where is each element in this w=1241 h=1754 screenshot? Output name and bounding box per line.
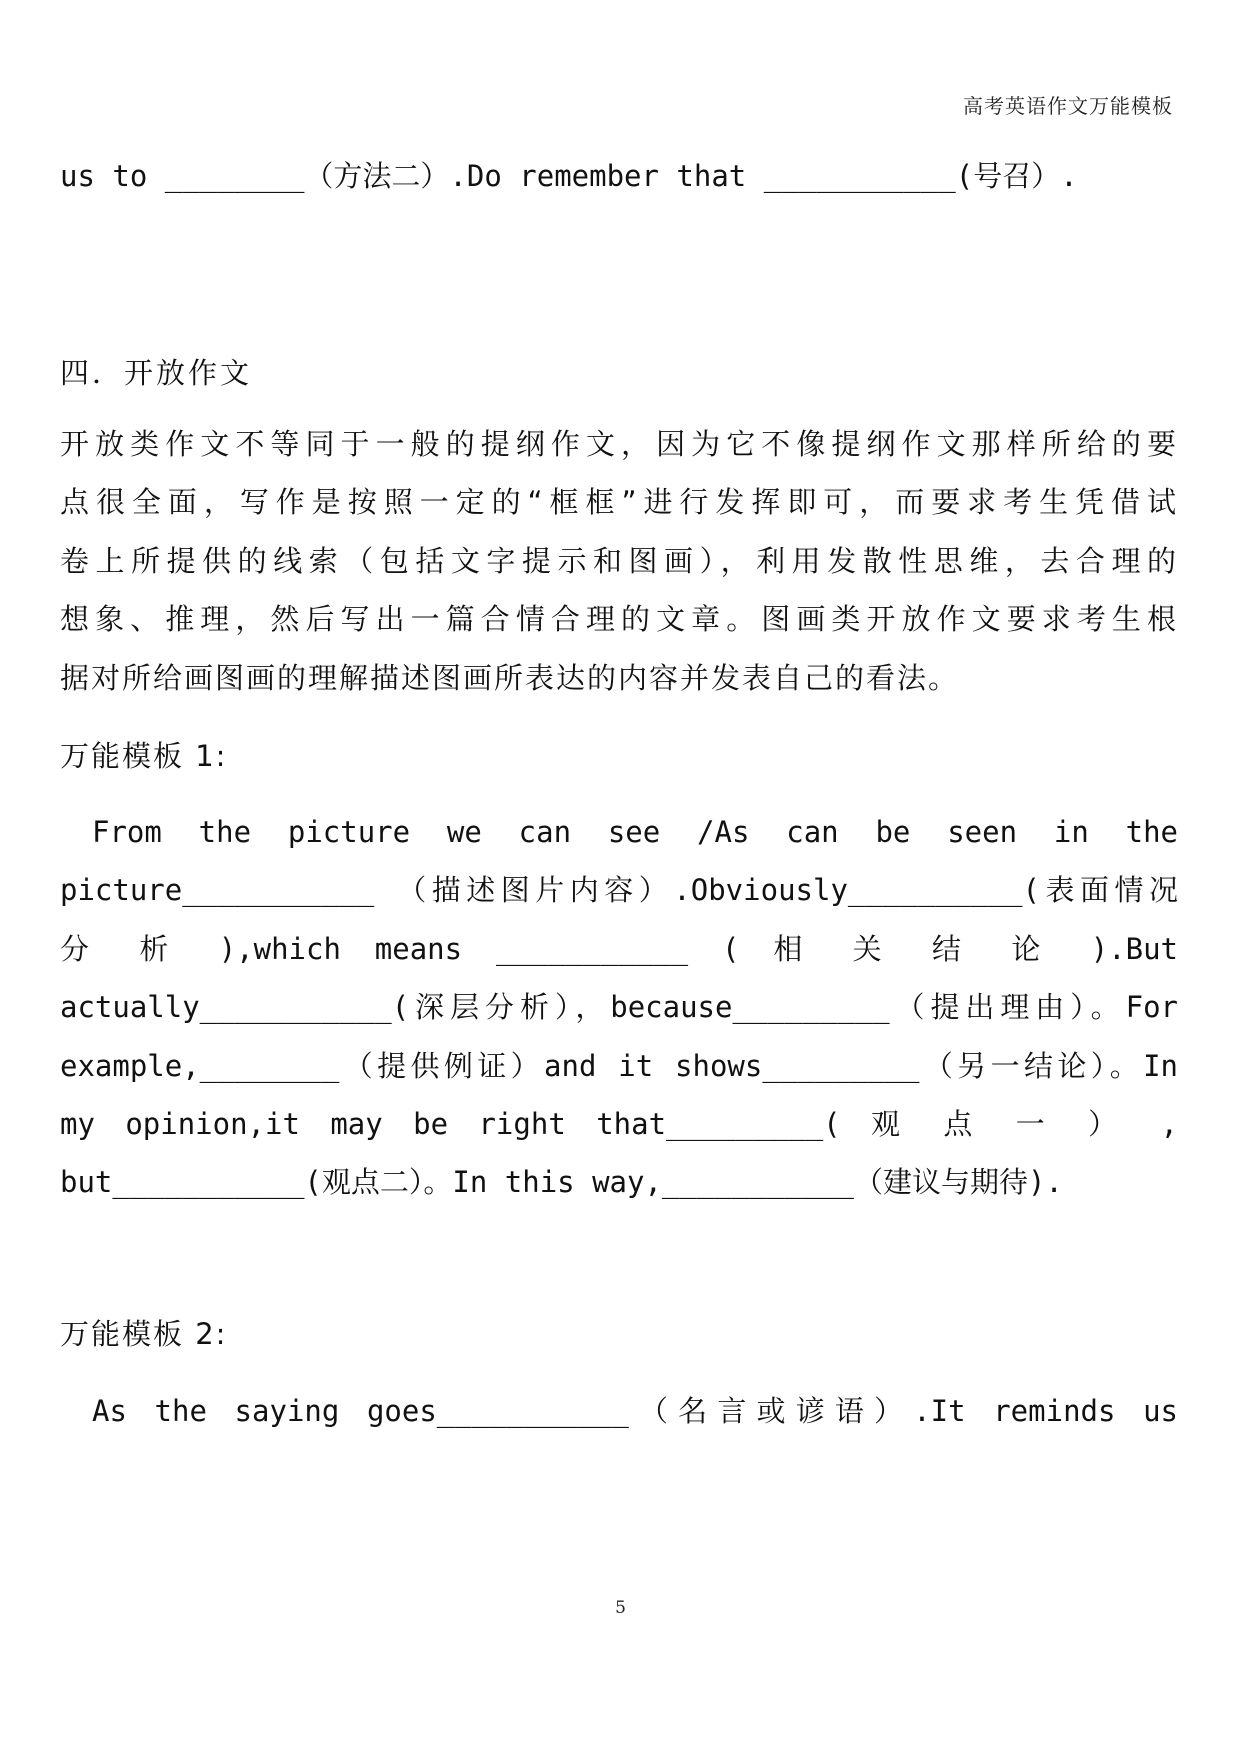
intro-line-4: 想象、推理，然后写出一篇合情合理的文章。图画类开放作文要求考生根 bbox=[60, 602, 1178, 636]
page-header-title: 高考英语作文万能模板 bbox=[963, 94, 1173, 118]
template-1-line-4: actually___________(深层分析），because_________（提出理由）。For bbox=[60, 990, 1178, 1024]
template-2-label: 万能模板 2: bbox=[60, 1317, 228, 1351]
template-1-label: 万能模板 1: bbox=[60, 739, 228, 773]
template-2-line-1: As the saying goes___________（名言或谚语）.It reminds us bbox=[92, 1394, 1178, 1428]
intro-line-5: 据对所给画图画的理解描述图画所表达的内容并发表自己的看法。 bbox=[60, 661, 960, 695]
template-1-line-5: example,________（提供例证）and it shows_________（另一结论）。In bbox=[60, 1049, 1178, 1083]
template-1-line-3: 分 析 ),which means ___________ ( 相 关 结 论 ).But bbox=[60, 932, 1178, 966]
template-1-line-1: From the picture we can see /As can be seen in the bbox=[92, 815, 1178, 849]
page-number: 5 bbox=[615, 1598, 626, 1618]
intro-line-3: 卷上所提供的线索（包括文字提示和图画），利用发散性思维，去合理的 bbox=[60, 544, 1178, 578]
intro-line-2: 点很全面，写作是按照一定的“框框”进行发挥即可，而要求考生凭借试 bbox=[60, 485, 1178, 519]
section-heading: 四．开放作文 bbox=[60, 356, 253, 390]
intro-line-1: 开放类作文不等同于一般的提纲作文，因为它不像提纲作文那样所给的要 bbox=[60, 427, 1178, 461]
template-1-line-6: my opinion,it may be right that_________( 观 点 一 ） , bbox=[60, 1107, 1178, 1141]
template-1-line-7: but___________(观点二）。In this way,___________（建议与期待). bbox=[60, 1165, 1063, 1199]
template-1-line-2: picture___________ （描述图片内容）.Obviously__________(表面情况 bbox=[60, 873, 1178, 907]
continued-text-line: us to ________（方法二）.Do remember that ___________(号召）. bbox=[60, 159, 1078, 193]
